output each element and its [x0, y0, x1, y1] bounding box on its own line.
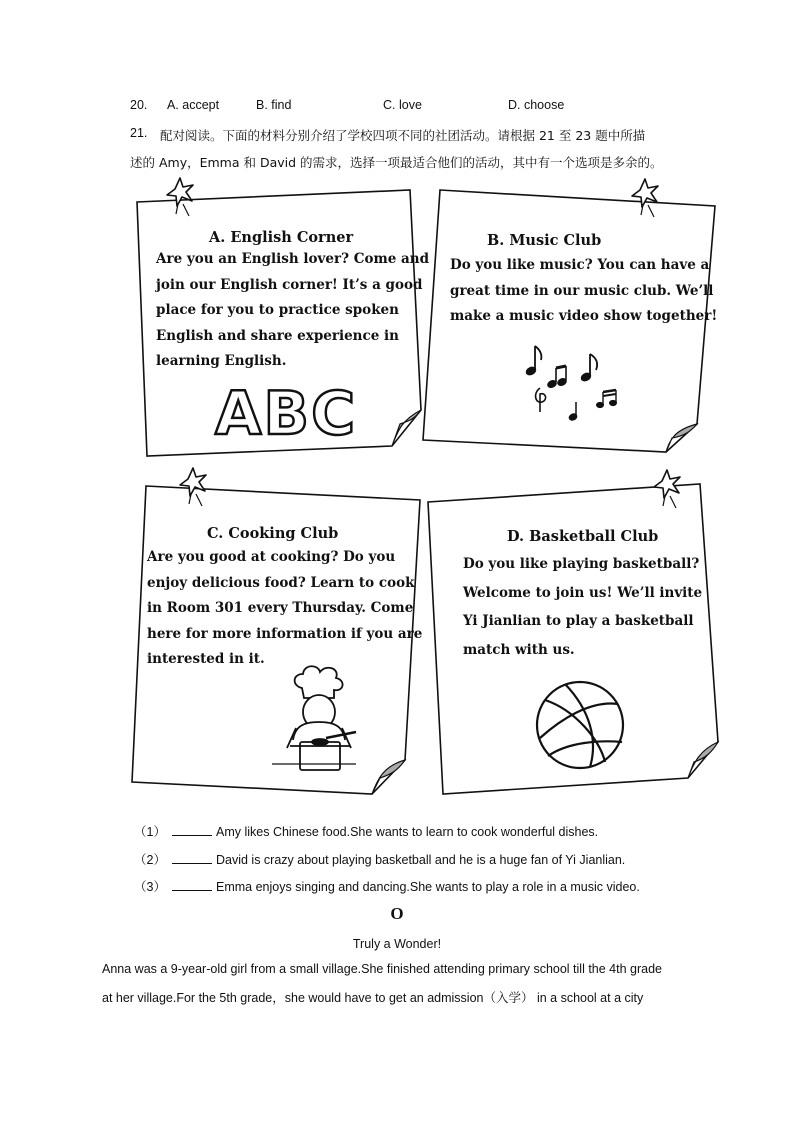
card-c-body: [147, 545, 422, 673]
card-d-line: Do you like playing basketball?: [463, 556, 700, 572]
card-c-line: in Room 301 every Thursday. Come: [147, 600, 414, 616]
card-a-line: learning English.: [156, 353, 287, 369]
subquestion-1: [134, 822, 598, 840]
q20-option-a: A. accept: [167, 98, 220, 112]
card-c-line: Are you good at cooking? Do you: [147, 549, 396, 565]
passage-line: Anna was a 9-year-old girl from a small village.She finished attending primary school till the 4th grade: [102, 962, 663, 976]
subquestion-text: David is crazy about playing basketball and he is a huge fan of Yi Jianlian.: [216, 853, 626, 867]
card-a-body: [156, 247, 429, 375]
q20-option-d: D. choose: [508, 98, 565, 112]
subquestion-2: [134, 850, 625, 868]
q20-number: 20.: [130, 98, 148, 112]
card-b-line: Do you like music? You can have a: [450, 257, 710, 273]
card-b-line: great time in our music club. We’ll: [450, 282, 714, 299]
subquestion-text: Emma enjoys singing and dancing.She wants to play a role in a music video.: [216, 880, 640, 894]
card-d-line: Yi Jianlian to play a basketball: [463, 613, 694, 629]
card-b-body: [450, 253, 717, 330]
card-d-title: D. Basketball Club: [507, 528, 659, 545]
answer-blank[interactable]: [172, 851, 212, 864]
section-letter: O: [390, 904, 404, 923]
card-a-abc-art: ABC: [215, 379, 358, 449]
card-a-title: A. English Corner: [209, 229, 354, 246]
card-a-line: place for you to practice spoken: [156, 302, 399, 318]
answer-blank[interactable]: [172, 878, 212, 891]
card-d-body: [463, 550, 702, 664]
card-b-title: B. Music Club: [487, 232, 602, 249]
q21-number: 21.: [130, 126, 148, 140]
subquestion-number: （3）: [134, 880, 166, 894]
q21-instruction-line2: 述的 Amy，Emma 和 David 的需求，选择一项最适合他们的活动，其中有一个选项是多余的。: [130, 155, 663, 170]
subquestion-text: Amy likes Chinese food.She wants to learn to cook wonderful dishes.: [216, 825, 599, 839]
passage-line: at her village.For the 5th grade，she would have to get an admission（入学） in a school at a city: [102, 991, 644, 1005]
passage-title: Truly a Wonder!: [352, 937, 442, 951]
card-d-line: match with us.: [463, 641, 575, 658]
subquestion-number: （2）: [134, 853, 166, 867]
card-a-line: English and share experience in: [156, 327, 399, 344]
card-b-line: make a music video show together!: [450, 308, 718, 324]
card-c-line: here for more information if you are: [147, 625, 423, 642]
q20-option-b: B. find: [256, 98, 292, 112]
q20-option-c: C. love: [383, 98, 422, 112]
q21-instruction-line1: 配对阅读。下面的材料分别介绍了学校四项不同的社团活动。请根据 21 至 23 题中所描: [160, 128, 646, 143]
card-c-title: C. Cooking Club: [207, 525, 339, 542]
subquestion-3: [134, 877, 640, 895]
card-d-line: Welcome to join us! We’ll invite: [463, 584, 703, 601]
card-c-line: interested in it.: [147, 651, 265, 667]
card-a-line: join our English corner! It’s a good: [156, 276, 423, 293]
answer-blank[interactable]: [172, 823, 212, 836]
card-c-line: enjoy delicious food? Learn to cook: [147, 574, 415, 591]
subquestion-number: （1）: [134, 825, 166, 839]
card-a-line: Are you an English lover? Come and: [156, 251, 430, 267]
